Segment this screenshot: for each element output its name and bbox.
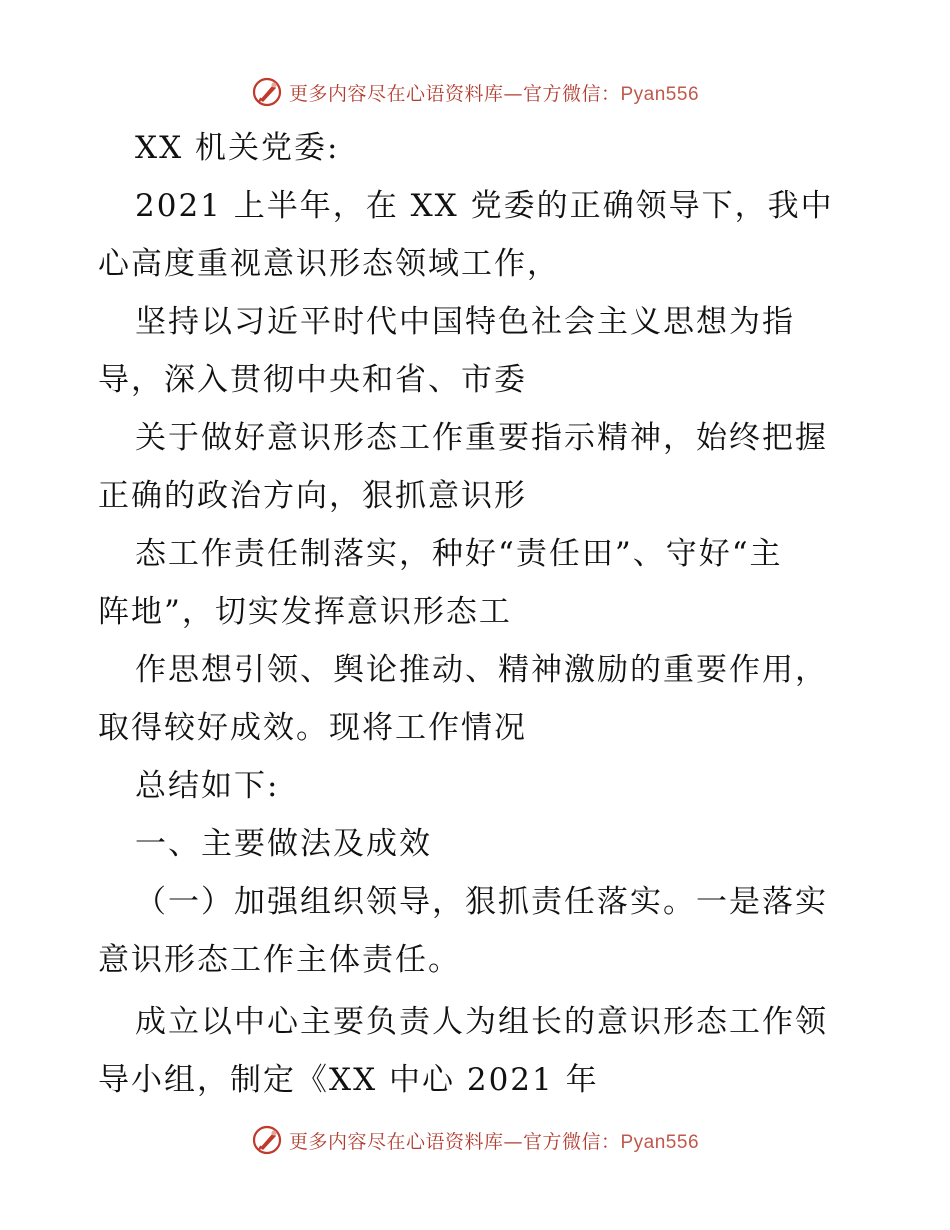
- paragraph-line: 2021 上半年，在 XX 党委的正确领导下，我中: [135, 188, 834, 224]
- paragraph-line: 成立以中心主要负责人为组长的意识形态工作领: [135, 1004, 828, 1040]
- watermark-text: 更多内容尽在心语资料库—官方微信：Pyan556: [288, 1130, 700, 1153]
- paragraph-line: 态工作责任制落实，种好“责任田”、守好“主: [135, 536, 783, 572]
- paragraph-line: 导小组，制定《XX 中心 2021 年: [98, 1062, 599, 1098]
- subsection-heading: （一）加强组织领导，狠抓责任落实。一是落实: [135, 884, 828, 920]
- section-heading: 一、主要做法及成效: [135, 826, 432, 862]
- paragraph-line: 作思想引领、舆论推动、精神激励的重要作用，: [135, 652, 828, 688]
- quill-pen-logo-icon: [251, 76, 283, 108]
- header-watermark-banner: [0, 70, 950, 114]
- paragraph-line: 取得较好成效。现将工作情况: [98, 710, 527, 746]
- salutation: XX 机关党委:: [135, 130, 340, 166]
- paragraph-line: 心高度重视意识形态领域工作，: [98, 246, 560, 282]
- paragraph-line: 关于做好意识形态工作重要指示精神，始终把握: [135, 420, 828, 456]
- wechat-id: Pyan556: [620, 1131, 700, 1153]
- paragraph-line: 阵地”，切实发挥意识形态工: [98, 594, 512, 630]
- paragraph-line: 坚持以习近平时代中国特色社会主义思想为指: [135, 304, 795, 340]
- footer-watermark-banner: [0, 1118, 950, 1162]
- watermark-text: 更多内容尽在心语资料库—官方微信：Pyan556: [288, 82, 700, 105]
- paragraph-line: 意识形态工作主体责任。: [98, 942, 461, 978]
- quill-pen-logo-icon: [251, 1124, 283, 1156]
- paragraph-line: 导，深入贯彻中央和省、市委: [98, 362, 527, 398]
- wechat-id: Pyan556: [620, 83, 700, 105]
- paragraph-line: 正确的政治方向，狠抓意识形: [98, 478, 527, 514]
- paragraph-line: 总结如下:: [135, 768, 280, 804]
